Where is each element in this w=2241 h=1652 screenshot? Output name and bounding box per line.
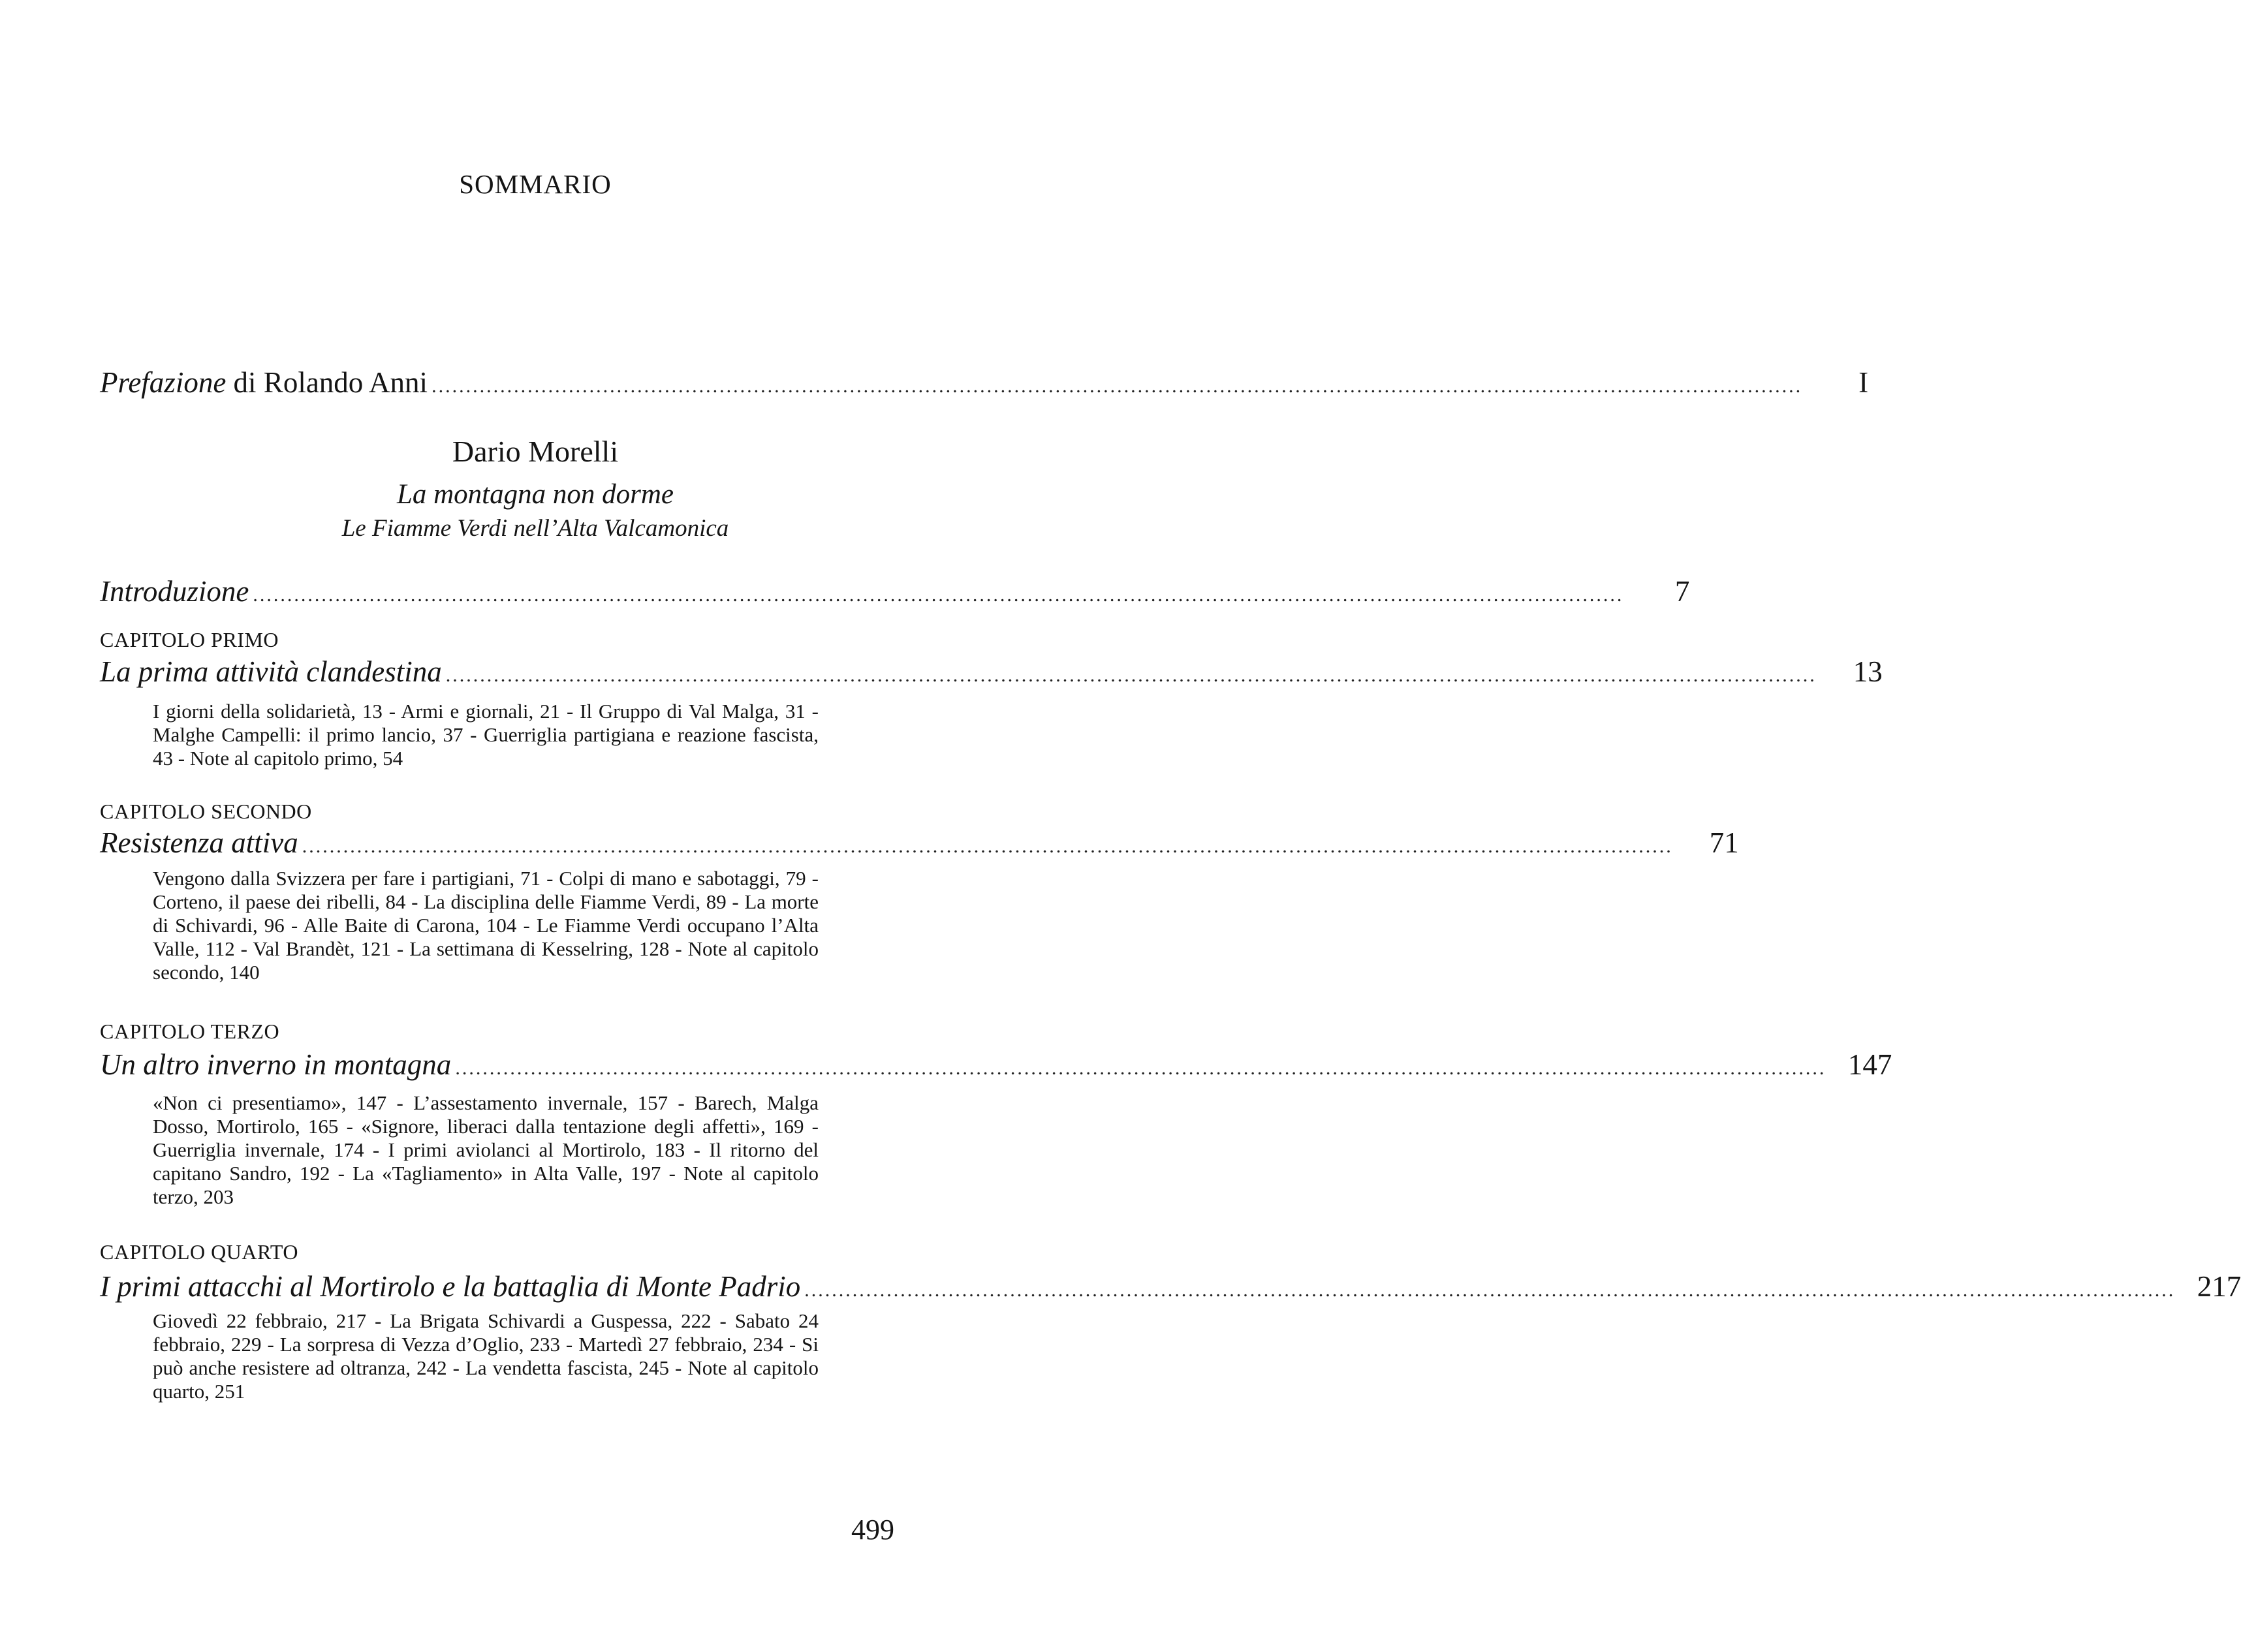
chapter-heading: CAPITOLO PRIMO	[100, 628, 279, 651]
dot-leader: ........................................................................................................................................................................................................	[804, 1279, 2176, 1301]
toc-entry-label: Introduzione	[100, 575, 249, 608]
toc-entry-preface[interactable]	[100, 366, 1869, 399]
dot-leader: ........................................................................................................................................................................................................	[445, 664, 1817, 686]
toc-entry-label: I primi attacchi al Mortirolo e la battaglia di Monte Padrio	[100, 1270, 801, 1303]
book-subtitle: Le Fiamme Verdi nell’Alta Valcamonica	[341, 515, 729, 542]
chapter-summary: I giorni della solidarietà, 13 - Armi e giornali, 21 - Il Gruppo di Val Malga, 31 - Malghe Campelli: il primo lancio, 37 - Guerriglia partigiana e reazione fascista, 43 - Note al capitolo primo, 54	[153, 700, 819, 770]
page-number: 499	[851, 1514, 894, 1546]
chapter-heading: CAPITOLO SECONDO	[100, 800, 312, 823]
dot-leader: ........................................................................................................................................................................................................	[253, 584, 1624, 606]
toc-entry-chapter-2[interactable]	[100, 826, 1739, 860]
toc-entry-introduction[interactable]	[100, 574, 1690, 608]
chapter-summary: Vengono dalla Svizzera per fare i partigiani, 71 - Colpi di mano e sabotaggi, 79 - Corteno, il paese dei ribelli, 84 - La disciplina delle Fiamme Verdi, 89 - La morte di Schivardi, 96 - Alle Baite di Carona, 104 - Le Fiamme Verdi occupano l’Alta Valle, 112 - Val Brandèt, 121 - La settimana di Kesselring, 128 - Note al capitolo secondo, 140	[153, 867, 819, 984]
chapter-heading: CAPITOLO TERZO	[100, 1020, 280, 1043]
toc-entry-label: Un altro inverno in montagna	[100, 1048, 452, 1081]
toc-entry-label	[100, 366, 428, 399]
toc-entry-chapter-4[interactable]	[100, 1270, 2241, 1303]
toc-entry-label: La prima attività clandestina	[100, 655, 442, 688]
toc-entry-chapter-3[interactable]	[100, 1048, 1892, 1082]
page-title: SOMMARIO	[459, 169, 612, 199]
chapter-summary: «Non ci presentiamo», 147 - L’assestamento invernale, 157 - Barech, Malga Dosso, Mortirolo, 165 - «Signore, liberaci dalla tentazione degli affetti», 169 - Guerriglia invernale, 174 - I primi aviolanci al Mortirolo, 183 - Il ritorno del capitano Sandro, 192 - La «Tagliamento» in Alta Valle, 197 - Note al capitolo terzo, 203	[153, 1091, 819, 1208]
toc-page-number: 7	[1674, 575, 1690, 608]
toc-page-number: 217	[2197, 1270, 2241, 1303]
dot-leader: ........................................................................................................................................................................................................	[455, 1057, 1826, 1079]
book-author: Dario Morelli	[452, 435, 619, 468]
dot-leader: ........................................................................................................................................................................................................	[302, 835, 1673, 857]
book-title: La montagna non dorme	[396, 479, 674, 510]
toc-page-number: 147	[1847, 1048, 1892, 1081]
toc-page-number: 13	[1853, 655, 1883, 688]
toc-page-number: I	[1858, 366, 1869, 399]
toc-page-number: 71	[1709, 826, 1739, 859]
chapter-heading: CAPITOLO QUARTO	[100, 1240, 298, 1264]
toc-entry-label: Resistenza attiva	[100, 826, 298, 859]
dot-leader: ........................................................................................................................................................................................................	[431, 375, 1803, 397]
chapter-summary: Giovedì 22 febbraio, 217 - La Brigata Schivardi a Guspessa, 222 - Sabato 24 febbraio, 229 - La sorpresa di Vezza d’Oglio, 233 - Martedì 27 febbraio, 234 - Si può anche resistere ad oltranza, 242 - La vendetta fascista, 245 - Note al capitolo quarto, 251	[153, 1309, 819, 1403]
toc-entry-chapter-1[interactable]	[100, 655, 1883, 689]
preface-label-author: di Rolando Anni	[226, 366, 428, 399]
preface-label-italic: Prefazione	[100, 366, 227, 399]
